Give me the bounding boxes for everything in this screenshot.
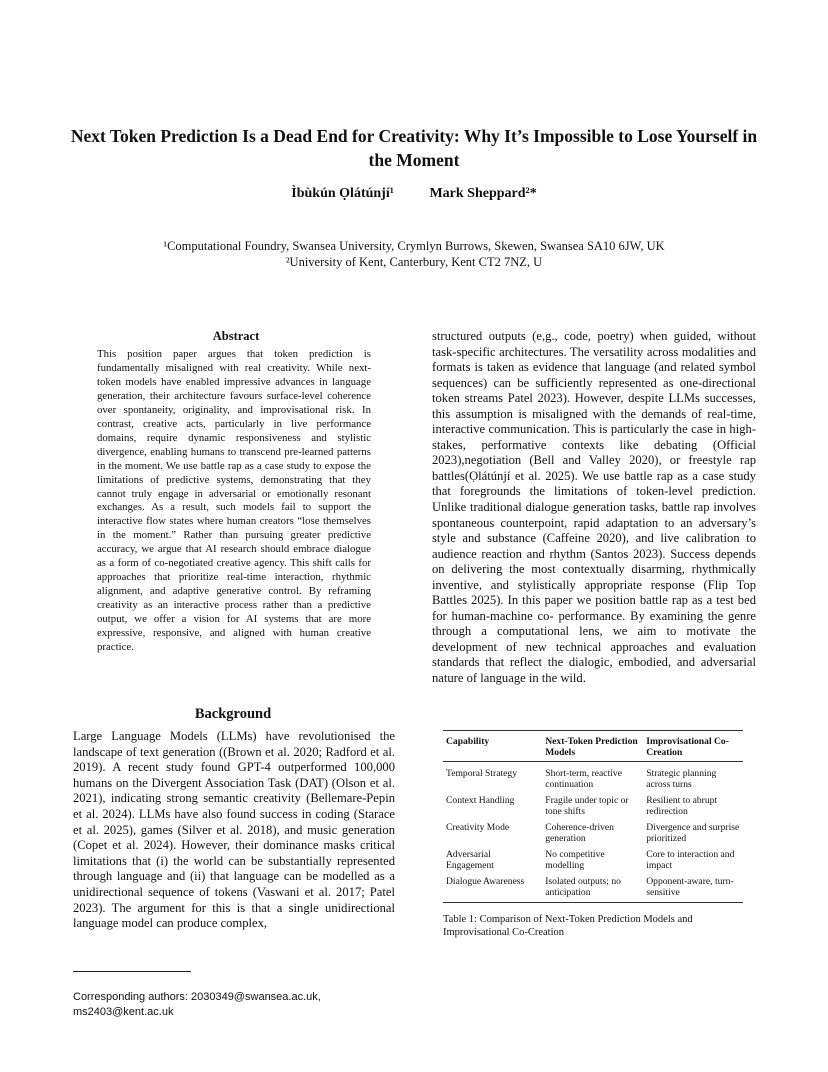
abstract-heading: Abstract xyxy=(212,329,260,343)
table-cell: Coherence-driven generation xyxy=(545,822,614,844)
table-header-capability: Capability xyxy=(443,731,542,762)
table-caption: Table 1: Comparison of Next-Token Prediction Models and Improvisational Co-Creation xyxy=(443,914,693,938)
abstract-text: This position paper argues that token prediction is fundamentally misaligned with real creativity. While next-token models have enabled impressive advances in language generation, their architecture favours surface-level coherence over spontaneity, originality, and improvisational risk. In contrast, creative acts, particularly in live performance domains, require dynamic responsiveness and stylistic divergence, enabling humans to transcend pre-learned patterns in the moment. We use battle rap as a case study to expose the limitations of predictive systems, demonstrating that they cannot truly engage in adversarial or emotionally resonant exchanges. As a result, such models fail to support the interactive flow states where human creators “lose themselves in the moment.” Rather than pursuing greater predictive accuracy, we argue that AI research should embrace dialogue as a form of co-negotiated creative agency. This shift calls for approaches that prioritize real-time interaction, rhythmic alignment, and adaptive generative control. By reframing creativity as an interactive process rather than a predictive output, we offer a vision for AI systems that are more expressive, responsive, and aligned with human creative practice. xyxy=(97,348,371,654)
table-cell: Temporal Strategy xyxy=(446,768,517,779)
table-cell: Adversarial Engagement xyxy=(446,849,494,871)
affiliation-2: ²University of Kent, Canterbury, Kent CT2 7NZ, U xyxy=(285,255,543,269)
table-cell: Context Handling xyxy=(446,795,515,806)
footnote: Corresponding authors: 2030349@swansea.ac.uk, ms2403@kent.ac.uk xyxy=(73,991,321,1018)
table-row xyxy=(443,762,743,794)
right-column-text: structured outputs (e,g., code, poetry) when guided, without task-specific architectures. The versatility across modalities and formats is taken as evidence that language (and related symbol sequences) can be sufficiently represented as one-directional token streams Patel 2023). However, despite LLMs successes, this assumption is misaligned with the demands of real-time, interactive communication. This is particularly the case in high-stakes, performative contexts like debating (Official 2023),negotiation (Bell and Valley 2020), or freestyle rap battles(Ọlátúnjí et al. 2025). We use battle rap as a case study that foregrounds the limitations of token-level prediction. Unlike traditional dialogue generation tasks, battle rap involves spontaneous counterpoint, rapid adaptation to an adversary’s style and substance (Caffeine 2020), and live calibration to audience reaction and rhythm (Santos 2023). Success depends on delivering the most contextually disarming, rhythmically inventive, and stylistically appropriate response (Flip Top Battles 2025). In this paper we position battle rap as a test bed for human-machine co- performance. By examining the genre through a computational lens, we aim to motivate the development of new technical approaches and evaluation standards that reflect the dialogic, embodied, and adversarial nature of language in the wild. xyxy=(432,329,756,686)
affiliations xyxy=(60,238,768,270)
table-cell: Resilient to abrupt redirection xyxy=(646,795,718,817)
table-cell: No competitive modelling xyxy=(545,849,605,871)
footnote-divider xyxy=(73,971,191,972)
table-cell: Core to interaction and impact xyxy=(646,849,735,871)
author-2: Mark Sheppard²* xyxy=(429,186,537,201)
table-row xyxy=(443,793,743,820)
table-cell: Isolated outputs; no anticipation xyxy=(542,874,643,903)
table-header-improvisational: Improvisational Co-Creation xyxy=(643,731,743,762)
background-heading: Background xyxy=(194,706,272,722)
author-1: Ìbùkún Ọlátúnjí¹ xyxy=(291,186,394,201)
paper-title: Next Token Prediction Is a Dead End for Creativity: Why It’s Impossible to Lose Yourself in the Moment xyxy=(70,126,758,170)
table-row xyxy=(443,874,743,903)
table-header-next-token: Next-Token Prediction Models xyxy=(542,731,643,762)
background-text: Large Language Models (LLMs) have revolutionised the landscape of text generation ((Brown et al. 2020; Radford et al. 2019). A recent study found GPT-4 outperformed 100,000 humans on the Divergent Association Task (DAT) (Olson et al. 2021), indicating strong semantic creativity (Bellemare-Pepin et al. 2024). LLMs have also found success in coding (Starace et al. 2025), games (Silver et al. 2018), and music generation (Copet et al. 2024). However, their dominance masks critical limitations that (i) the world can be substantially represented through language and (ii) that language can be modelled as a unidirectional sequence of tokens (Vaswani et al. 2017; Patel 2023). The argument for this is that a single unidirectional language model can produce complex, xyxy=(73,729,395,931)
table-cell: Dialogue Awareness xyxy=(443,874,542,903)
affiliation-1: ¹Computational Foundry, Swansea University, Crymlyn Burrows, Skewen, Swansea SA10 6JW, UK xyxy=(163,239,665,253)
comparison-table xyxy=(443,730,743,903)
table-cell: Divergence and surprise prioritized xyxy=(646,822,740,844)
table-cell: Creativity Mode xyxy=(446,822,510,833)
table-row xyxy=(443,847,743,874)
table-cell: Short-term, reactive continuation xyxy=(545,768,622,790)
author-list xyxy=(0,186,828,202)
comparison-table-container xyxy=(443,730,743,939)
table-row xyxy=(443,820,743,847)
table-cell: Strategic planning across turns xyxy=(646,768,717,790)
table-cell: Opponent-aware, turn-sensitive xyxy=(643,874,743,903)
table-cell: Fragile under topic or tone shifts xyxy=(545,795,629,817)
table-header-row xyxy=(443,731,743,762)
